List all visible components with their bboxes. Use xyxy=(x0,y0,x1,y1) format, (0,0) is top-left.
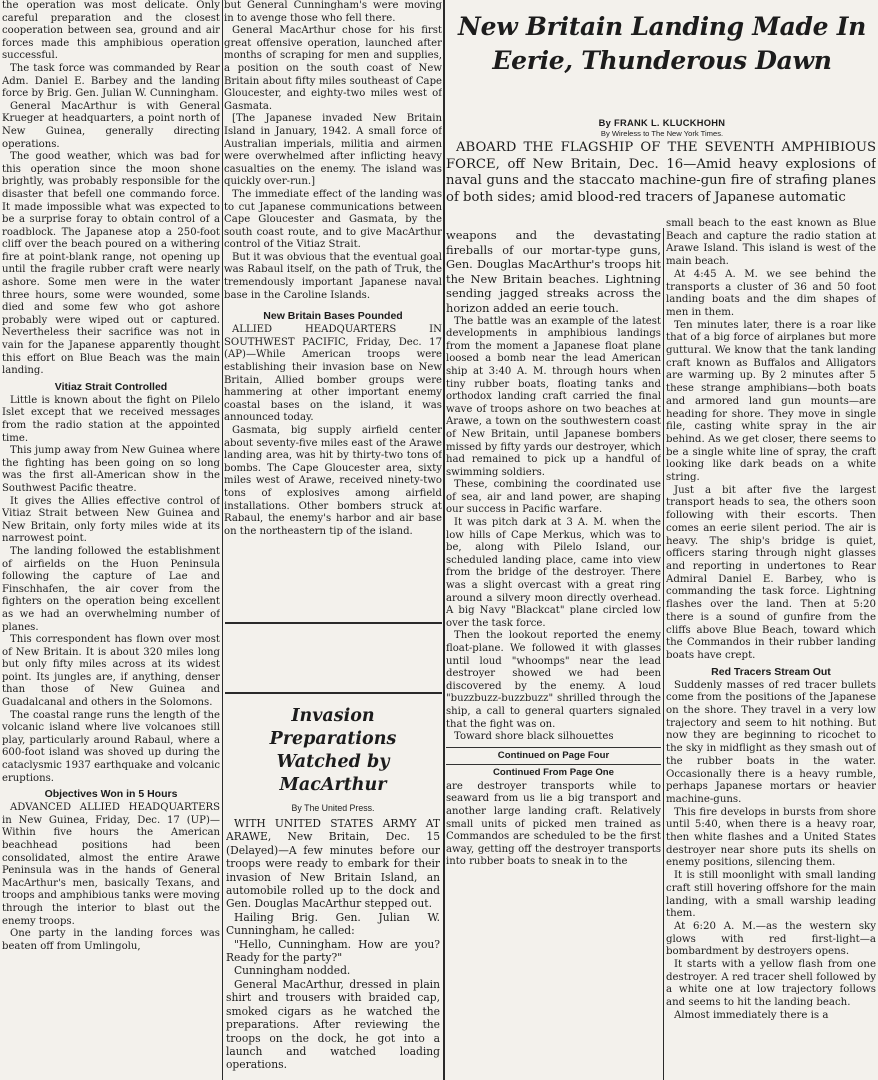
paragraph: are destroyer transports while to seaward from us lie a big transport and another large landing craft. Relatively small units of picked men trained as Commandos are scheduled to be the first away, getting off the destroyer transports into rubber boats to sneak in to the xyxy=(446,780,661,868)
paragraph: Hailing Brig. Gen. Julian W. Cunningham, he called: xyxy=(226,910,440,938)
paragraph: This fire develops in bursts from shore until 5:40, when there is a heavy roar, then white flashes and a United States destroyer near shore puts its shells on enemy positions, silencing them. xyxy=(666,806,876,869)
paragraph: At 6:20 A. M.—as the western sky glows with red first-light—a bombardment by destroyers opens. xyxy=(666,920,876,958)
subhead-red-tracers: Red Tracers Stream Out xyxy=(711,665,831,678)
paragraph: It gives the Allies effective control of Vitiaz Strait between New Guinea and New Britain, only forty miles wide at its narrowest point. xyxy=(2,495,220,545)
subhead-vitiaz-strait: Vitiaz Strait Controlled xyxy=(54,380,168,393)
paragraph: It starts with a yellow flash from one destroyer. A red tracer shell followed by a white one at low trajectory follows and seems to hit the landing beach. xyxy=(666,959,876,1009)
column-2 xyxy=(224,0,442,620)
paragraph: small beach to the east known as Blue Beach and capture the radio station at Arawe Island. This island is west of the main beach. xyxy=(666,218,876,268)
invasion-headline: Invasion Preparations Watched by MacArthur xyxy=(269,706,397,795)
paragraph: This correspondent has flown over most of New Britain. It is about 320 miles long but only fifty miles across at its widest point. Its jungles are, if anything, denser than those of New Guinea and Guadalcanal and others in the Solomons. xyxy=(2,634,220,709)
paragraph: One party in the landing forces was beaten off from Umlingolu, xyxy=(2,928,220,952)
paragraph: General MacArthur is with General Krueger at headquarters, a point north of New Guinea, generally directing operations. xyxy=(2,100,220,150)
paragraph: General MacArthur, dressed in plain shirt and trousers with braided cap, smoked cigars as he watched the preparations. After reviewing the troops on the dock, he got into a launch and watched loading operations. xyxy=(226,977,440,1072)
paragraph: ALLIED HEADQUARTERS IN SOUTHWEST PACIFIC, Friday, Dec. 17 (AP)—While American troops were establishing their invasion base on New Britain, Allied bomber groups were hammering at other important enemy coastal bases on the island, it was announced today. xyxy=(224,324,442,424)
continued-from-label: Continued From Page One xyxy=(446,764,661,778)
paragraph: weapons and the devastating fireballs of our mortar-type guns, Gen. Douglas MacArthur's troops hit the New Britain beaches. Lightning sending jagged streaks across the horizon added an eerie touch. xyxy=(446,228,661,315)
subhead-bases-pounded: New Britain Bases Pounded xyxy=(263,310,403,323)
main-headline: New Britain Landing Made In Eerie, Thunderous Dawn xyxy=(458,12,866,75)
column-1 xyxy=(2,0,220,1080)
byline-wireless: By Wireless to The New York Times. xyxy=(600,129,724,138)
paragraph: Toward shore black silhouettes xyxy=(454,731,614,743)
paragraph: Ten minutes later, there is a roar like that of a big force of airplanes but more guttural. We know that the tank landing craft known as Buffalos and Alligators are warming up. By 2 minutes after 5 these strange amphibians—both boats and armored land gun mounts—are heading for shore. They move in single file, casting white spray in the air behind. As we get closer, there seems to be a single white line of spray, the craft looking like dark beads on a white string. xyxy=(666,319,876,484)
paragraph: The task force was commanded by Rear Adm. Daniel E. Barbey and the landing force by Brig. Gen. Julian W. Cunningham. xyxy=(2,62,220,100)
paragraph: ADVANCED ALLIED HEADQUARTERS in New Guinea, Friday, Dec. 17 (UP)—Within five hours the American beachhead positions had been consolidated, almost the entire Arawe Peninsula was in the hands of General MacArthur's men, basically Texans, and troops and amphibious tanks were moving through the interior to blast out the enemy troops. xyxy=(2,802,220,927)
paragraph: The coastal range runs the length of the volcanic island where live volcanoes still play, particularly around Rabaul, where a 600-foot island was shoved up during the cataclysmic 1937 earthquake and volcanic eruptions. xyxy=(2,709,220,784)
main-byline xyxy=(448,118,876,138)
box-rule-top xyxy=(225,622,442,624)
paragraph: Almost immediately there is a xyxy=(674,1009,829,1021)
paragraph: General MacArthur chose for his first great offensive operation, launched after months of scraping for men and supplies, a position on the south coast of New Britain about fifty miles southeast of Cape Gloucester, and eighty-two miles west of Gasmata. xyxy=(224,25,442,112)
paragraph: The immediate effect of the landing was to cut Japanese communications between Cape Gloucester and Gasmata, by the south coast route, and to give MacArthur control of the Vitiaz Strait. xyxy=(224,188,442,251)
paragraph: The battle was an example of the latest developments in amphibious landings from the moment a Japanese float plane loosed a bomb near the lead American ship at 3:40 A. M. through hours when tiny rubber boats, floating tanks and orthodox landing craft carried the final wave of troops ashore on two beaches at Arawe, a town on the southwestern coast of New Britain, until Japanese bombers missed by fifty yards our destroyer, which had remained to pick up a handful of swimming soldiers. xyxy=(446,315,661,478)
paragraph: But it was obvious that the eventual goal was Rabaul itself, on the path of Truk, the tremendously important Japanese naval base in the Caroline Islands. xyxy=(224,251,442,301)
paragraph: It is still moonlight with small landing craft still hovering offshore for the main landing, with a small warship leading them. xyxy=(666,870,876,920)
column-rule xyxy=(222,0,223,1080)
paragraph: "Hello, Cunningham. How are you? Ready for the party?" xyxy=(226,937,440,965)
paragraph: WITH UNITED STATES ARMY AT ARAWE, New Britain, Dec. 15 (Delayed)—A few minutes before our troops were ready to embark for their invasion of New Britain Island, an automobile rolled up to the dock and Gen. Douglas MacArthur stepped out. xyxy=(226,817,440,911)
column-4 xyxy=(666,218,876,1080)
paragraph: but General Cunningham's were moving in to avenge those who fell there. xyxy=(224,0,442,24)
invasion-byline: By The United Press. xyxy=(291,803,375,813)
column-rule xyxy=(443,0,445,1080)
paragraph: Just a bit after five the largest transport heads to sea, the others soon following with their escorts. Then comes an eerie silent period. The air is heavy. The ship's bridge is quiet, officers staring through night glasses and reporting in undertones to Rear Admiral Daniel E. Barbey, who is commanding the task force. Lightning flashes over the land. Then at 5:20 there is a sound of gunfire from the cliffs above Blue Beach, toward which the Commandos in their rubber landing boats have crept. xyxy=(666,484,876,661)
lead-paragraph xyxy=(446,140,876,225)
paragraph: Suddenly masses of red tracer bullets come from the positions of the Japanese on the shore. They travel in a very low trajectory and seem to hit nothing. But now they are beginning to ricochet to the sky in midflight as they smash out of the rubber boats in the water. Occasionally there is a heavy rumble, perhaps Japanese mortars or heavier machine-guns. xyxy=(666,679,876,805)
continued-on-label: Continued on Page Four xyxy=(446,747,661,761)
paragraph: Then the lookout reported the enemy float-plane. We followed it with glasses until loud "whoomps" near the lead destroyer showed we had been discovered by the enemy. A loud "buzzbuzz-buzzbuzz" shrilled through the ship, a call to general quarters signaled that the fight was on. xyxy=(446,630,661,730)
paragraph: Gasmata, big supply airfield center about seventy-five miles east of the Arawe landing area, was hit by thirty-two tons of bombs. The Cape Gloucester area, sixty miles west of Arawe, received ninety-two tons of explosives among airfield installations. Other bombers struck at Rabaul, the enemy's harbor and air base on the northeastern tip of the island. xyxy=(224,425,442,537)
paragraph: This jump away from New Guinea where the fighting has been going on so long was the first all-American show in the Southwest Pacific theatre. xyxy=(2,445,220,494)
paragraph: the operation was most delicate. Only careful preparation and the closest cooperation between sea, ground and air forces made this amphibious operation successful. xyxy=(2,0,220,62)
column-3 xyxy=(446,228,661,1080)
paragraph: The landing followed the establishment of airfields on the Huon Peninsula following the capture of Lae and Finschhafen, the air cover from the fighters on the operation being excellent as we had an overwhelming number of planes. xyxy=(2,545,220,633)
column-rule xyxy=(663,228,664,1080)
paragraph: Little is known about the fight on Pilelo Islet except that we received messages from the radio station at the appointed time. xyxy=(2,394,220,444)
paragraph: It was pitch dark at 3 A. M. when the low hills of Cape Merkus, which was to be, along with Pilelo Island, our scheduled landing place, came into view from the bridge of the destroyer. There was a slight overcast with a great ring around a silvery moon directly overhead. A big Navy "Blackcat" plane circled low over the task force. xyxy=(446,517,661,629)
box-rule xyxy=(225,692,442,694)
subhead-objectives-won: Objectives Won in 5 Hours xyxy=(44,788,178,801)
paragraph: The good weather, which was bad for this operation since the moon shone brightly, was probably responsible for the disaster that befell one commando force. It made impossible what was expected to be a surprise foray to obtain control of a roadblock. The Japanese atop a 250-foot cliff over the beach poured on a withering fire at point-blank range, not opening up until the fragile rubber craft were nearly ashore. Some men were in the water three hours, some were wounded, some died and some few who got ashore probably were wiped out or captured. Nevertheless their sacrifice was not in vain for the Japanese apparently thought this effort on Blue Beach was the main landing. xyxy=(2,151,220,377)
byline-author: By FRANK L. KLUCKHOHN xyxy=(598,118,726,128)
paragraph: Cunningham nodded. xyxy=(234,964,351,978)
invasion-article xyxy=(226,695,440,1080)
paragraph: These, combining the coordinated use of sea, air and land power, are shaping our success in Pacific warfare. xyxy=(446,479,661,516)
paragraph: At 4:45 A. M. we see behind the transports a cluster of 36 and 50 foot landing boats and the dim shapes of men in them. xyxy=(666,268,876,318)
paragraph: [The Japanese invaded New Britain Island in January, 1942. A small force of Australian imperials, militia and airmen were overwhelmed after inflicting heavy casualties on the enemy. The island was quickly over-run.] xyxy=(224,113,442,188)
paragraph: ABOARD THE FLAGSHIP OF THE SEVENTH AMPHIBIOUS FORCE, off New Britain, Dec. 16—Amid heavy explosions of naval guns and the staccato machine-gun fire of strafing planes of both sides; amid blood-red tracers of Japanese automatic xyxy=(446,140,876,205)
